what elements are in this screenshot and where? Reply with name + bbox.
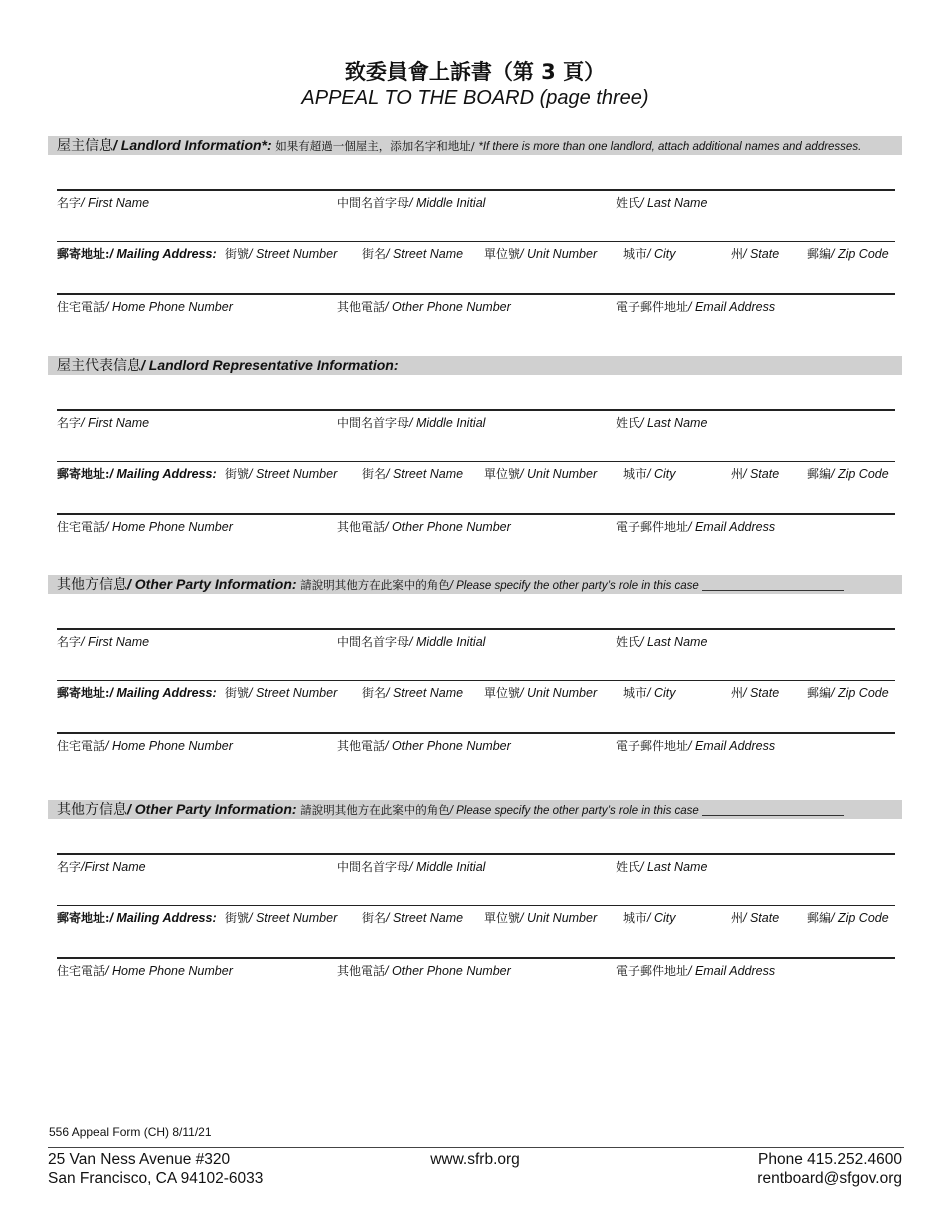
city-label — [623, 465, 676, 482]
last-name-label-zh: 姓氏 — [616, 635, 641, 649]
footer-email[interactable]: rentboard@sfgov.org — [757, 1170, 902, 1187]
address-row[interactable] — [57, 241, 895, 262]
state-label-zh: 州 — [731, 247, 744, 261]
section-header-en: / Landlord Representative Information: — [141, 357, 399, 373]
unit-number-label — [484, 909, 597, 926]
other-phone-label-zh: 其他電話 — [337, 739, 386, 753]
street-number-label-en: / Street Number — [249, 911, 338, 925]
footer-phone: Phone 415.252.4600 — [758, 1151, 902, 1168]
street-name-label-en: / Street Name — [386, 911, 464, 925]
home-phone-label-en: / Home Phone Number — [105, 739, 233, 753]
zip-code-label-en: / Zip Code — [831, 911, 889, 925]
party-role-blank[interactable] — [702, 803, 844, 816]
email-address-label-zh: 電子郵件地址 — [616, 739, 689, 753]
other-phone-label-en: / Other Phone Number — [385, 300, 511, 314]
phone-row[interactable] — [57, 732, 895, 754]
first-name-label — [57, 194, 149, 211]
state-label-en: / State — [743, 686, 780, 700]
last-name-label-en: / Last Name — [640, 635, 708, 649]
landlord-information-section — [48, 136, 902, 314]
first-name-label-zh: 名字 — [57, 860, 82, 874]
first-name-label-zh: 名字 — [57, 635, 82, 649]
middle-initial-label — [337, 414, 485, 431]
phone-row[interactable] — [57, 293, 895, 315]
street-name-label-en: / Street Name — [386, 686, 464, 700]
mailing-address-label-en: / Mailing Address: — [109, 247, 217, 261]
last-name-label — [616, 633, 707, 650]
street-number-label — [225, 909, 337, 926]
home-phone-label-zh: 住宅電話 — [57, 520, 106, 534]
street-name-label — [362, 465, 463, 482]
unit-number-label-en: / Unit Number — [520, 247, 598, 261]
home-phone-label-zh: 住宅電話 — [57, 300, 106, 314]
street-name-label — [362, 245, 463, 262]
street-name-label — [362, 909, 463, 926]
other-party-section-2 — [48, 800, 902, 978]
section-header-zh: 其他方信息 — [57, 577, 127, 593]
email-address-label — [616, 518, 775, 535]
email-address-label — [616, 962, 775, 979]
home-phone-label — [57, 737, 233, 754]
middle-initial-label-en: / Middle Initial — [409, 635, 486, 649]
other-phone-label-zh: 其他電話 — [337, 964, 386, 978]
first-name-label-en: /First Name — [81, 860, 146, 874]
city-label-en: / City — [647, 247, 676, 261]
last-name-label-zh: 姓氏 — [616, 860, 641, 874]
street-number-label — [225, 465, 337, 482]
mailing-address-label-en: / Mailing Address: — [109, 686, 217, 700]
first-name-label-zh: 名字 — [57, 196, 82, 210]
form-code: 556 Appeal Form (CH) 8/11/21 — [49, 1125, 212, 1139]
section-header-zh: 屋主信息 — [57, 138, 113, 154]
state-label-en: / State — [743, 911, 780, 925]
zip-code-label-en: / Zip Code — [831, 686, 889, 700]
last-name-label — [616, 858, 707, 875]
last-name-label-en: / Last Name — [640, 416, 708, 430]
city-label-en: / City — [647, 467, 676, 481]
last-name-label-en: / Last Name — [640, 196, 708, 210]
street-number-label-zh: 街號 — [225, 911, 250, 925]
street-name-label-zh: 街名 — [362, 911, 387, 925]
street-name-label-en: / Street Name — [386, 467, 464, 481]
street-number-label-zh: 街號 — [225, 686, 250, 700]
first-name-label — [57, 858, 146, 875]
middle-initial-label-zh: 中間名首字母 — [337, 860, 410, 874]
page-title-english: APPEAL TO THE BOARD (page three) — [301, 87, 649, 109]
email-address-label-zh: 電子郵件地址 — [616, 964, 689, 978]
other-phone-label-en: / Other Phone Number — [385, 739, 511, 753]
other-phone-label-en: / Other Phone Number — [385, 964, 511, 978]
name-row[interactable] — [57, 628, 895, 650]
section-header — [48, 356, 902, 375]
footer-address-line2: San Francisco, CA 94102-6033 — [48, 1170, 264, 1187]
zip-code-label-zh: 郵編 — [807, 911, 832, 925]
zip-code-label-zh: 郵編 — [807, 686, 832, 700]
street-name-label-zh: 街名 — [362, 467, 387, 481]
city-label-zh: 城市 — [623, 247, 648, 261]
home-phone-label — [57, 518, 233, 535]
section-header-note-zh: 請說明其他方在此案中的角色 — [296, 803, 450, 817]
section-header-en: / Landlord Information*: — [113, 137, 272, 153]
footer-website[interactable]: www.sfrb.org — [430, 1151, 520, 1168]
middle-initial-label-en: / Middle Initial — [409, 860, 486, 874]
state-label — [731, 245, 779, 262]
home-phone-label-zh: 住宅電話 — [57, 739, 106, 753]
footer-contact — [757, 1150, 902, 1188]
mailing-address-label-zh: 郵寄地址: — [57, 247, 110, 261]
city-label-zh: 城市 — [623, 911, 648, 925]
landlord-representative-section — [48, 356, 902, 534]
mailing-address-label — [57, 465, 217, 482]
name-row[interactable] — [57, 409, 895, 431]
mailing-address-label-en: / Mailing Address: — [109, 911, 217, 925]
unit-number-label-zh: 單位號 — [484, 686, 521, 700]
other-phone-label — [337, 737, 511, 754]
home-phone-label-en: / Home Phone Number — [105, 520, 233, 534]
unit-number-label — [484, 684, 597, 701]
other-party-section-1 — [48, 575, 902, 753]
zip-code-label — [807, 245, 889, 262]
state-label-en: / State — [743, 467, 780, 481]
city-label-en: / City — [647, 911, 676, 925]
city-label — [623, 909, 676, 926]
city-label — [623, 245, 676, 262]
last-name-label — [616, 414, 707, 431]
home-phone-label — [57, 962, 233, 979]
first-name-label — [57, 414, 149, 431]
section-header-en: / Other Party Information: — [127, 801, 297, 817]
home-phone-label-en: / Home Phone Number — [105, 964, 233, 978]
mailing-address-label-zh: 郵寄地址: — [57, 467, 110, 481]
middle-initial-label — [337, 194, 485, 211]
unit-number-label-zh: 單位號 — [484, 247, 521, 261]
street-number-label-zh: 街號 — [225, 247, 250, 261]
other-phone-label-zh: 其他電話 — [337, 300, 386, 314]
mailing-address-label — [57, 909, 217, 926]
phone-row[interactable] — [57, 957, 895, 979]
section-header — [48, 136, 902, 155]
unit-number-label-en: / Unit Number — [520, 467, 598, 481]
page-title-chinese: 致委員會上訴書（第 3 頁） — [344, 60, 606, 84]
name-row[interactable] — [57, 189, 895, 211]
middle-initial-label-en: / Middle Initial — [409, 196, 486, 210]
state-label — [731, 465, 779, 482]
street-number-label — [225, 684, 337, 701]
state-label-zh: 州 — [731, 467, 744, 481]
unit-number-label-en: / Unit Number — [520, 686, 598, 700]
unit-number-label-en: / Unit Number — [520, 911, 598, 925]
middle-initial-label-en: / Middle Initial — [409, 416, 486, 430]
mailing-address-label — [57, 245, 217, 262]
name-row[interactable] — [57, 853, 895, 875]
other-phone-label-en: / Other Phone Number — [385, 520, 511, 534]
email-address-label-en: / Email Address — [688, 520, 776, 534]
last-name-label-en: / Last Name — [640, 860, 708, 874]
phone-row[interactable] — [57, 513, 895, 535]
home-phone-label — [57, 298, 233, 315]
other-phone-label-zh: 其他電話 — [337, 520, 386, 534]
unit-number-label-zh: 單位號 — [484, 467, 521, 481]
state-label-zh: 州 — [731, 686, 744, 700]
street-number-label-zh: 街號 — [225, 467, 250, 481]
footer-address-line1: 25 Van Ness Avenue #320 — [48, 1151, 231, 1168]
email-address-label-en: / Email Address — [688, 964, 776, 978]
party-role-blank[interactable] — [702, 578, 844, 591]
unit-number-label-zh: 單位號 — [484, 911, 521, 925]
zip-code-label-en: / Zip Code — [831, 247, 889, 261]
email-address-label-zh: 電子郵件地址 — [616, 520, 689, 534]
middle-initial-label-zh: 中間名首字母 — [337, 635, 410, 649]
street-name-label-zh: 街名 — [362, 247, 387, 261]
zip-code-label-zh: 郵編 — [807, 247, 832, 261]
zip-code-label — [807, 684, 889, 701]
mailing-address-label-zh: 郵寄地址: — [57, 686, 110, 700]
email-address-label-en: / Email Address — [688, 300, 776, 314]
last-name-label — [616, 194, 707, 211]
section-header-en: / Other Party Information: — [127, 576, 297, 592]
section-header-zh: 其他方信息 — [57, 802, 127, 818]
email-address-label — [616, 298, 775, 315]
middle-initial-label — [337, 858, 485, 875]
section-header-note-en: / Please specify the other party’s role in this case — [449, 805, 703, 817]
other-phone-label — [337, 298, 511, 315]
mailing-address-label-zh: 郵寄地址: — [57, 911, 110, 925]
home-phone-label-zh: 住宅電話 — [57, 964, 106, 978]
city-label-zh: 城市 — [623, 686, 648, 700]
section-header — [48, 575, 902, 594]
street-number-label-en: / Street Number — [249, 467, 338, 481]
home-phone-label-en: / Home Phone Number — [105, 300, 233, 314]
email-address-label-en: / Email Address — [688, 739, 776, 753]
other-phone-label — [337, 518, 511, 535]
street-number-label-en: / Street Number — [249, 686, 338, 700]
city-label-zh: 城市 — [623, 467, 648, 481]
address-row[interactable] — [57, 905, 895, 926]
last-name-label-zh: 姓氏 — [616, 196, 641, 210]
address-row[interactable] — [57, 461, 895, 482]
street-name-label-zh: 街名 — [362, 686, 387, 700]
middle-initial-label-zh: 中間名首字母 — [337, 416, 410, 430]
street-number-label — [225, 245, 337, 262]
section-header-note-zh: 請說明其他方在此案中的角色 — [296, 578, 450, 592]
zip-code-label — [807, 909, 889, 926]
first-name-label-en: / First Name — [81, 196, 150, 210]
last-name-label-zh: 姓氏 — [616, 416, 641, 430]
unit-number-label — [484, 245, 597, 262]
section-header-zh: 屋主代表信息 — [57, 358, 141, 374]
middle-initial-label-zh: 中間名首字母 — [337, 196, 410, 210]
first-name-label — [57, 633, 149, 650]
section-header-note-en: / Please specify the other party’s role in this case — [449, 580, 703, 592]
state-label — [731, 684, 779, 701]
middle-initial-label — [337, 633, 485, 650]
state-label-zh: 州 — [731, 911, 744, 925]
section-header-note-en: *If there is more than one landlord, attach additional names and addresses. — [478, 141, 862, 153]
state-label-en: / State — [743, 247, 780, 261]
street-name-label-en: / Street Name — [386, 247, 464, 261]
email-address-label — [616, 737, 775, 754]
other-phone-label — [337, 962, 511, 979]
section-header-note-zh: 如果有超過一個屋主，添加名字和地址/ — [271, 139, 479, 153]
zip-code-label — [807, 465, 889, 482]
zip-code-label-en: / Zip Code — [831, 467, 889, 481]
street-number-label-en: / Street Number — [249, 247, 338, 261]
mailing-address-label — [57, 684, 217, 701]
street-name-label — [362, 684, 463, 701]
first-name-label-en: / First Name — [81, 416, 150, 430]
footer-divider — [48, 1147, 904, 1148]
first-name-label-zh: 名字 — [57, 416, 82, 430]
city-label — [623, 684, 676, 701]
city-label-en: / City — [647, 686, 676, 700]
first-name-label-en: / First Name — [81, 635, 150, 649]
section-header — [48, 800, 902, 819]
state-label — [731, 909, 779, 926]
unit-number-label — [484, 465, 597, 482]
mailing-address-label-en: / Mailing Address: — [109, 467, 217, 481]
zip-code-label-zh: 郵編 — [807, 467, 832, 481]
email-address-label-zh: 電子郵件地址 — [616, 300, 689, 314]
address-row[interactable] — [57, 680, 895, 701]
